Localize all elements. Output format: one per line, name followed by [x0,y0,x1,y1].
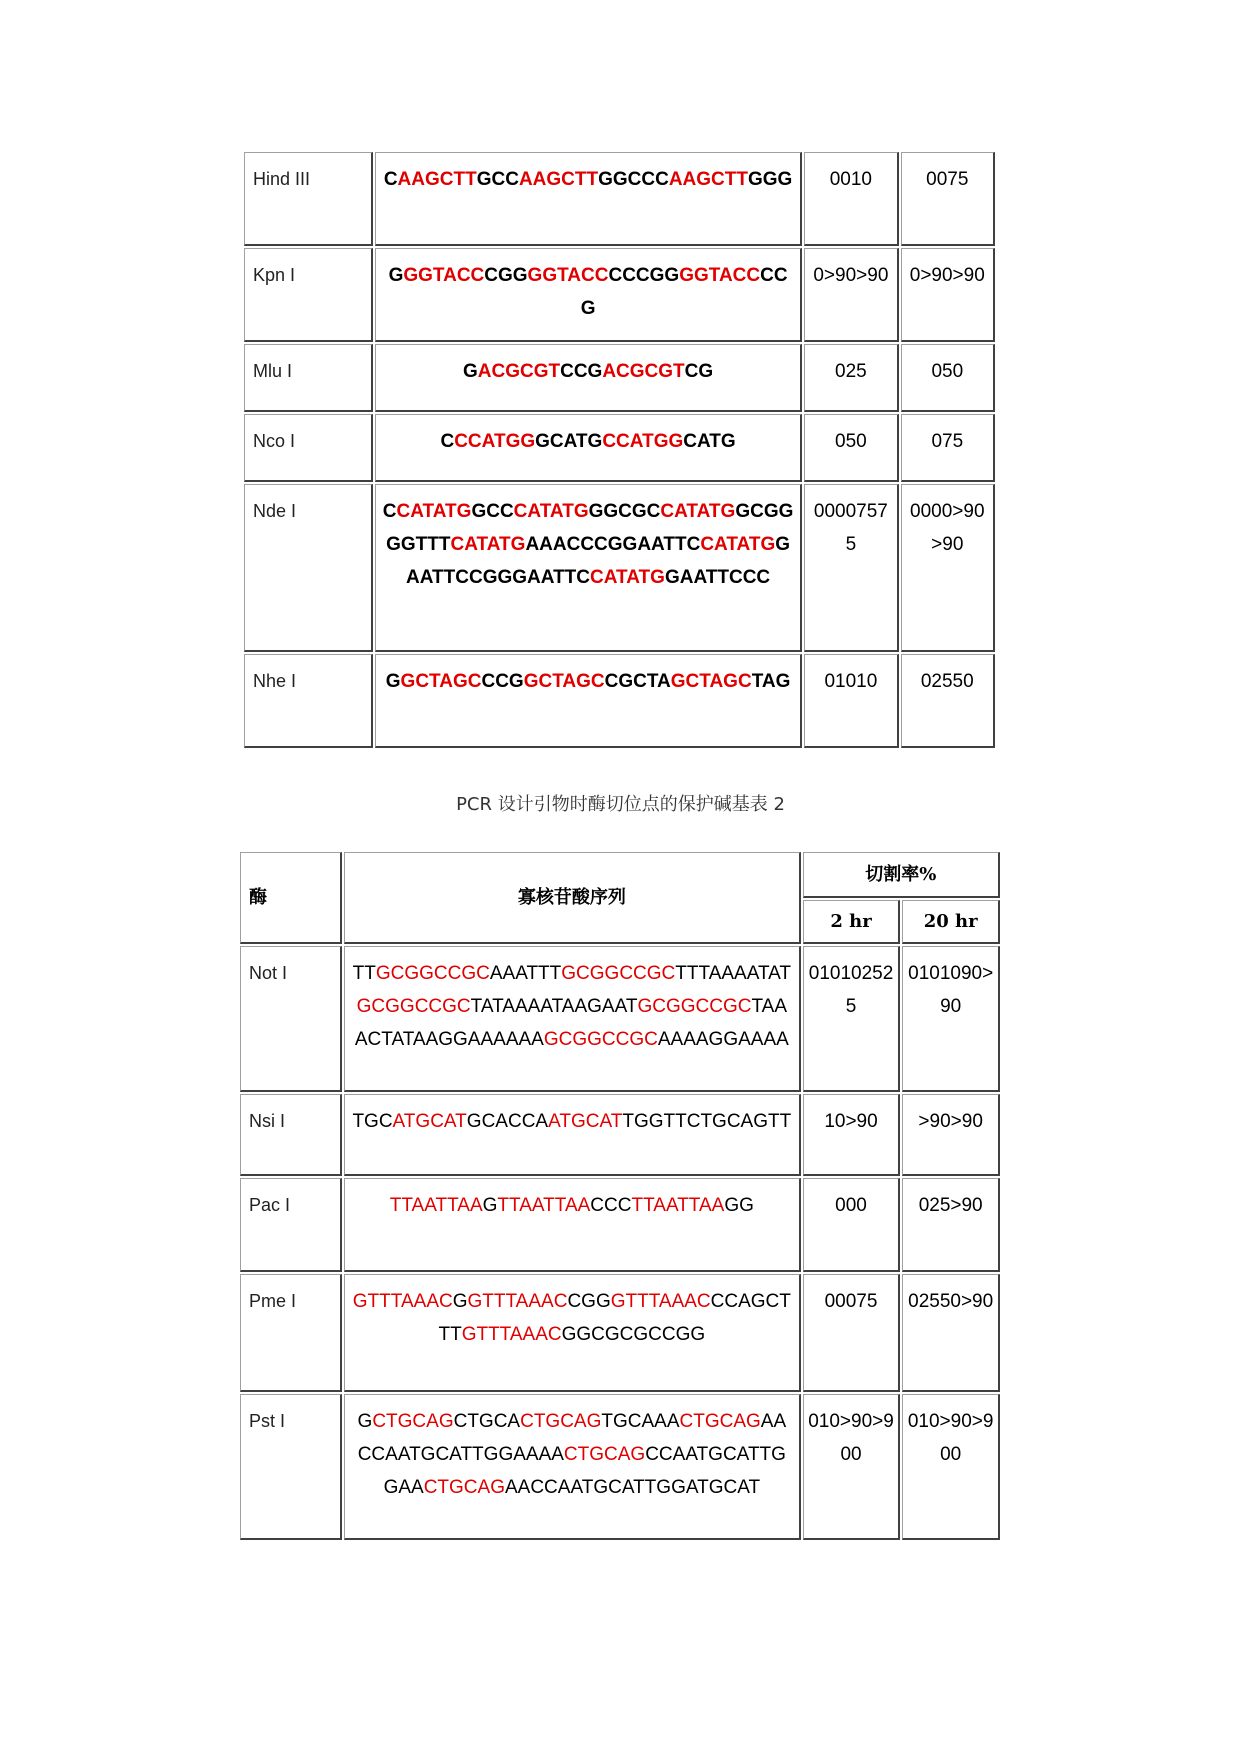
recognition-site: GCTAGC [670,671,752,692]
recognition-site: GTTTAAAC [467,1291,568,1312]
protective-bases: AACCAATGCATTGGAAAA [357,1411,787,1465]
cut-rate-20hr: 0>90>90 [901,248,995,342]
oligo-sequence [344,1394,801,1540]
recognition-site: GTTTAAAC [610,1291,711,1312]
protective-bases: GGG [747,169,793,190]
recognition-site: TTAATTAA [631,1195,725,1216]
recognition-site: GCGGCCGC [561,963,676,984]
protective-bases: G [452,1291,468,1312]
recognition-site: CATATG [396,501,472,522]
protective-bases: CCAGCTTT [438,1291,791,1345]
restriction-table-1 [242,150,997,750]
table-row [240,1274,1000,1392]
recognition-site: GCGGCCGC [637,996,752,1017]
header-cut-rate: 切割率% [803,852,1000,898]
protective-bases: G [482,1195,498,1216]
protective-bases: TAG [751,671,791,692]
protective-bases: G [357,1411,373,1432]
table-row [244,484,995,652]
oligo-sequence [344,946,801,1092]
recognition-site: CATATG [660,501,736,522]
table-row [240,1394,1000,1540]
protective-bases: AAAAGGAAAA [657,1029,789,1050]
recognition-site: GTTTAAAC [461,1324,562,1345]
protective-bases: TGCAAA [601,1411,680,1432]
recognition-site: ACGCGT [602,361,685,382]
recognition-site: AAGCTT [397,169,477,190]
cut-rate-2hr: 0>90>90 [804,248,898,342]
cut-rate-2hr: 00075 [803,1274,901,1392]
protective-bases: TTTAAAATAT [675,963,792,984]
table-row [240,946,1000,1092]
oligo-sequence [375,484,802,652]
cut-rate-20hr: 0000>90>90 [901,484,995,652]
protective-bases: GCATG [535,431,603,452]
enzyme-name: Pac I [240,1178,342,1272]
recognition-site: GGTACC [527,265,609,286]
recognition-site: GTTTAAAC [352,1291,453,1312]
recognition-site: CTGCAG [679,1411,761,1432]
cut-rate-20hr: 0101090>90 [902,946,1000,1092]
header-sequence: 寡核苷酸序列 [344,852,801,944]
protective-bases: CGG [567,1291,611,1312]
protective-bases: GCC [471,501,514,522]
enzyme-name: Nsi I [240,1094,342,1176]
cut-rate-2hr: 010102525 [803,946,901,1092]
recognition-site: AAGCTT [668,169,748,190]
header-enzyme: 酶 [240,852,342,944]
recognition-site: GGTACC [403,265,485,286]
protective-bases: TATAAAATAAGAAT [470,996,638,1017]
enzyme-name: Hind III [244,152,373,246]
enzyme-name: Pst I [240,1394,342,1540]
protective-bases: CCAATGCATTGGAA [383,1444,786,1498]
protective-bases: C [383,169,398,190]
protective-bases: CTGCA [453,1411,521,1432]
cut-rate-2hr: 0010 [804,152,898,246]
oligo-sequence [344,1178,801,1272]
protective-bases: CGCTA [604,671,671,692]
cut-rate-2hr: 01010 [804,654,898,748]
protective-bases: CCC [590,1195,632,1216]
protective-bases: GG [724,1195,754,1216]
oligo-sequence [375,654,802,748]
protective-bases: TGGTTCTGCAGTT [622,1111,792,1132]
protective-bases: CG [684,361,714,382]
cut-rate-2hr: 010>90>900 [803,1394,901,1540]
cut-rate-20hr: 050 [901,344,995,412]
protective-bases: CCG [580,265,788,319]
protective-bases: AAACCCGGAATTC [525,534,701,555]
protective-bases: GCGGGGTTT [386,501,794,555]
cut-rate-20hr: 02550>90 [902,1274,1000,1392]
recognition-site: GCTAGC [523,671,605,692]
protective-bases: CCCGG [608,265,680,286]
enzyme-name: Not I [240,946,342,1092]
recognition-site: TTAATTAA [497,1195,591,1216]
protective-bases: GCC [476,169,519,190]
cut-rate-20hr: 075 [901,414,995,482]
protective-bases: GGCGCGCCGG [561,1324,706,1345]
header-20hr: 20 hr [902,900,1000,944]
cut-rate-2hr: 10>90 [803,1094,901,1176]
cut-rate-2hr: 050 [804,414,898,482]
table-row [244,414,995,482]
recognition-site: GCGGCCGC [375,963,490,984]
cut-rate-2hr: 00007575 [804,484,898,652]
protective-bases: TT [352,963,376,984]
protective-bases: GGCCC [598,169,669,190]
enzyme-name: Nde I [244,484,373,652]
enzyme-name: Nhe I [244,654,373,748]
oligo-sequence [375,414,802,482]
table-row [244,654,995,748]
protective-bases: TAAACTATAAGGAAAAAA [354,996,788,1050]
protective-bases: AACCAATGCATTGGATGCAT [504,1477,761,1498]
enzyme-name: Pme I [240,1274,342,1392]
recognition-site: GCGGCCGC [356,996,471,1017]
restriction-table-2 [238,850,1002,1542]
protective-bases: C [440,431,455,452]
recognition-site: CTGCAG [423,1477,505,1498]
recognition-site: CATATG [450,534,526,555]
protective-bases: GCACCA [466,1111,549,1132]
protective-bases: C [382,501,397,522]
recognition-site: CCATGG [602,431,684,452]
table-row [244,152,995,246]
oligo-sequence [375,248,802,342]
enzyme-name: Mlu I [244,344,373,412]
protective-bases: CGG [484,265,528,286]
cut-rate-20hr: 02550 [901,654,995,748]
enzyme-name: Nco I [244,414,373,482]
recognition-site: CTGCAG [372,1411,454,1432]
table-caption: PCR 设计引物时酶切位点的保护碱基表 2 [456,794,785,815]
table-row [244,248,995,342]
enzyme-name: Kpn I [244,248,373,342]
recognition-site: ATGCAT [392,1111,467,1132]
recognition-site: CTGCAG [520,1411,602,1432]
protective-bases: GAATTCCC [664,567,771,588]
cut-rate-20hr: 010>90>900 [902,1394,1000,1540]
header-2hr: 2 hr [803,900,901,944]
recognition-site: GCGGCCGC [543,1029,658,1050]
protective-bases: CCG [560,361,603,382]
recognition-site: CCATGG [454,431,536,452]
recognition-site: ACGCGT [477,361,561,382]
recognition-site: CTGCAG [563,1444,646,1465]
recognition-site: CATATG [590,567,665,588]
recognition-site: TTAATTAA [389,1195,483,1216]
protective-bases: G [462,361,478,382]
recognition-site: AAGCTT [518,169,599,190]
recognition-site: GCTAGC [400,671,482,692]
cut-rate-20hr: 025>90 [902,1178,1000,1272]
recognition-site: CATATG [513,501,589,522]
recognition-site: GGTACC [679,265,761,286]
protective-bases: CATG [683,431,736,452]
protective-bases: GGCGC [588,501,661,522]
oligo-sequence [344,1274,801,1392]
protective-bases: TGC [352,1111,393,1132]
protective-bases: G [388,265,404,286]
oligo-sequence [375,152,802,246]
protective-bases: GAATTCCGGGAATTC [406,534,791,588]
cut-rate-2hr: 000 [803,1178,901,1272]
protective-bases: G [385,671,401,692]
recognition-site: CATATG [700,534,776,555]
cut-rate-20hr: >90>90 [902,1094,1000,1176]
protective-bases: CCG [481,671,524,692]
cut-rate-20hr: 0075 [901,152,995,246]
recognition-site: ATGCAT [548,1111,623,1132]
oligo-sequence [375,344,802,412]
table-row [240,1094,1000,1176]
cut-rate-2hr: 025 [804,344,898,412]
protective-bases: AAATTT [489,963,562,984]
table-row [244,344,995,412]
table-row [240,1178,1000,1272]
oligo-sequence [344,1094,801,1176]
